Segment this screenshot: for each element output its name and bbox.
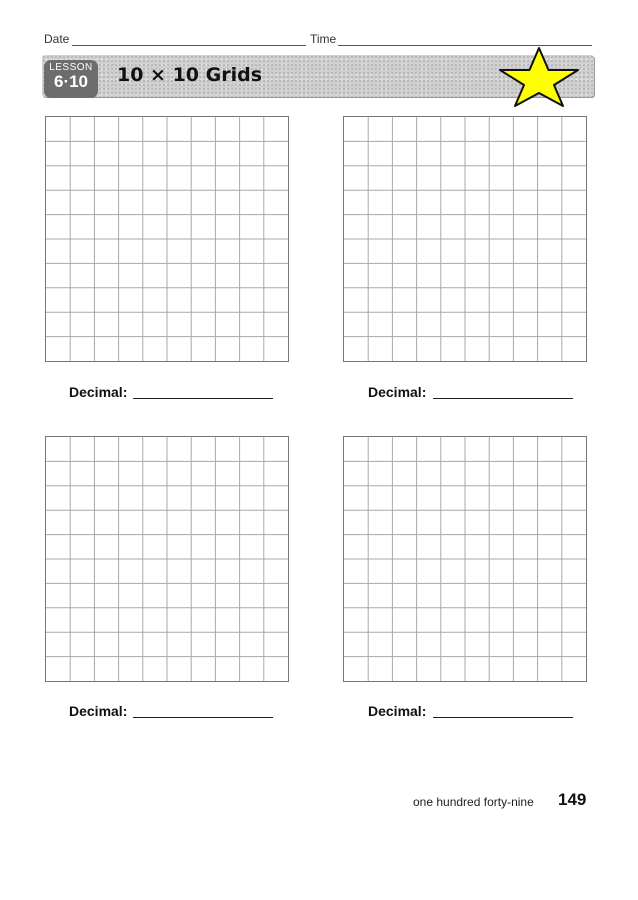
decimal-answer-1[interactable] xyxy=(133,398,273,399)
page-number: 149 xyxy=(558,790,587,809)
star-icon xyxy=(496,46,582,108)
lesson-word: LESSON xyxy=(49,62,93,73)
page-title: 10 × 10 Grids xyxy=(117,64,263,86)
hundred-grid-1[interactable] xyxy=(45,116,289,362)
hundred-grid-2[interactable] xyxy=(343,116,587,362)
time-label: Time xyxy=(310,32,337,46)
decimal-label-4: Decimal: xyxy=(368,703,427,719)
hundred-grid-4[interactable] xyxy=(343,436,587,682)
date-field[interactable] xyxy=(72,45,306,46)
hundred-grid-3[interactable] xyxy=(45,436,289,682)
decimal-answer-2[interactable] xyxy=(433,398,573,399)
decimal-label-2: Decimal: xyxy=(368,384,427,400)
decimal-answer-4[interactable] xyxy=(433,717,573,718)
date-label: Date xyxy=(44,32,70,46)
lesson-badge xyxy=(44,60,98,98)
decimal-label-1: Decimal: xyxy=(69,384,128,400)
lesson-number: 6·10 xyxy=(53,72,89,91)
decimal-label-3: Decimal: xyxy=(69,703,128,719)
decimal-answer-3[interactable] xyxy=(133,717,273,718)
page-number-words: one hundred forty-nine xyxy=(413,795,534,809)
